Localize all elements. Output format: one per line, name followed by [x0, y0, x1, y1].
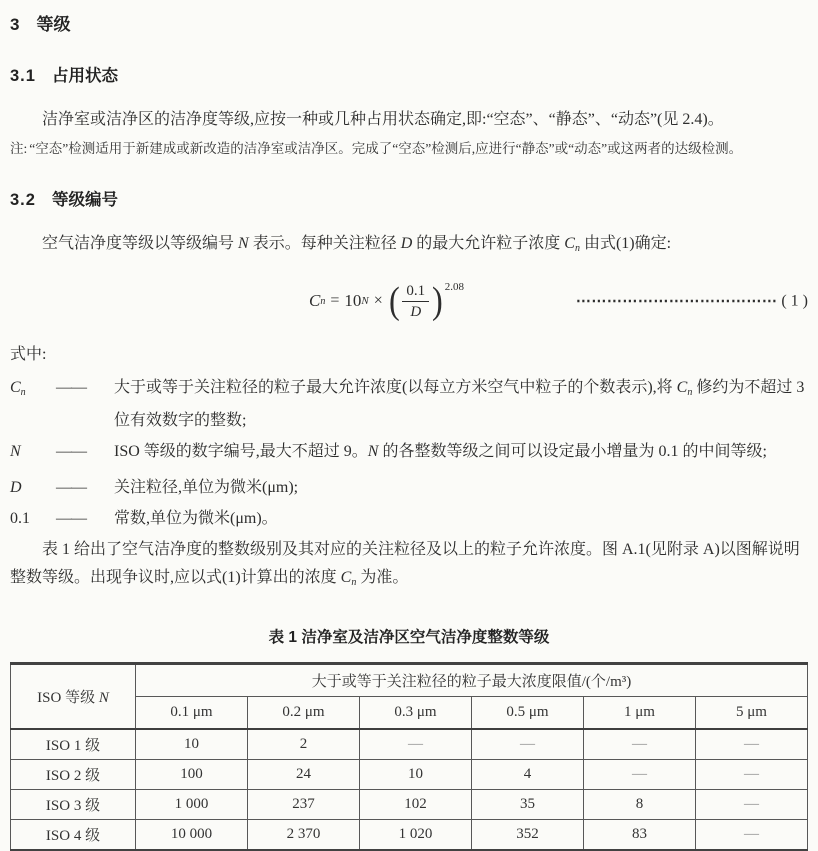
var-D: D: [400, 235, 413, 252]
table-row-iso-1: [11, 729, 808, 760]
value-cell: —: [696, 760, 808, 790]
note-paragraph: [10, 136, 808, 162]
def-Cn-text-a: 大于或等于关注粒径的粒子最大允许浓度(以每立方米空气中粒子的个数表示),将: [114, 379, 677, 396]
note-label: 注:: [10, 141, 28, 156]
class-number-paragraph: [10, 230, 808, 263]
value-cell: 237: [248, 790, 360, 820]
def-body-N: [114, 438, 808, 471]
value-cell: —: [696, 790, 808, 820]
def-body-0-1: [114, 505, 808, 533]
section-3-title: 等级: [36, 15, 71, 34]
value-cell: 2 370: [248, 820, 360, 851]
value-cell: 10: [136, 729, 248, 760]
para3-text-b: 为准。: [356, 569, 409, 586]
var-N: N: [238, 235, 249, 252]
def-N-inline-var: N: [367, 443, 379, 460]
equation-leader: [576, 292, 808, 311]
definition-Cn: [10, 374, 808, 435]
value-cell: 83: [584, 820, 696, 851]
value-cell: 1 000: [136, 790, 248, 820]
equation-1: [10, 275, 808, 327]
equation-number: ( 1 ): [781, 292, 808, 310]
value-cell: —: [696, 820, 808, 851]
size-header-cell: 1 μm: [584, 697, 696, 730]
def-term-D-base: D: [10, 479, 22, 496]
value-cell: —: [696, 729, 808, 760]
equation-1-formula: [308, 279, 509, 322]
def-dash: ——: [56, 443, 86, 460]
section-3-number: 3: [10, 15, 21, 34]
def-N-text-b: 的各整数等级之间可以设定最小增量为 0.1 的中间等级;: [378, 443, 767, 460]
section-3-heading: [10, 10, 808, 35]
def-D-text: 关注粒径,单位为微米(μm);: [114, 479, 299, 496]
definition-D: [10, 474, 808, 502]
para2-text-c: 的最大允许粒子浓度: [412, 235, 565, 252]
value-cell: 100: [136, 760, 248, 790]
table-reference-paragraph: [10, 536, 808, 597]
def-dash: ——: [56, 510, 86, 527]
section-3-1-heading: [10, 62, 808, 86]
eq-base-10: 10: [344, 291, 362, 310]
value-cell: 10 000: [136, 820, 248, 851]
def-term-0-1: [10, 505, 56, 533]
para3-text-a: 表 1 给出了空气洁净度的整数级别及其对应的关注粒径及以上的粒子允许浓度。图 A.1(见附录 A)以图解说明整数等级。出现争议时,应以式(1)计算出的浓度: [10, 541, 800, 586]
def-term-D: [10, 474, 56, 502]
row-label-cell: ISO 1 级: [11, 729, 136, 760]
table-row-iso-4: [11, 820, 808, 851]
definition-N: [10, 438, 808, 471]
eq-lhs-sub-n: n: [320, 295, 326, 307]
section-3-2-heading: [10, 186, 808, 210]
value-cell: —: [584, 760, 696, 790]
def-term-Cn-base: C: [10, 379, 21, 396]
value-cell: —: [360, 729, 472, 760]
value-cell: 1 020: [360, 820, 472, 851]
definition-0-1: [10, 505, 808, 533]
eq-fraction: [402, 282, 429, 321]
table-row-iso-2: [11, 760, 808, 790]
def-term-0-1-base: 0.1: [10, 510, 30, 527]
section-3-1-number: 3.1: [10, 67, 36, 85]
value-cell: —: [472, 729, 584, 760]
eq-times: ×: [373, 292, 383, 309]
eq-frac-denominator: D: [410, 303, 422, 320]
span-header-cell: 大于或等于关注粒径的粒子最大浓度限值/(个/m³): [136, 664, 808, 697]
def-term-Cn-sub: n: [20, 387, 26, 398]
def-term-Cn: [10, 374, 56, 435]
def-body-D: [114, 474, 808, 502]
value-cell: 8: [584, 790, 696, 820]
para2-text-e: 由式(1)确定:: [579, 235, 672, 252]
value-cell: 35: [472, 790, 584, 820]
leader-dots: ⋯⋯⋯⋯⋯⋯⋯⋯⋯⋯⋯⋯⋯: [575, 293, 778, 310]
corner-cell-text: ISO 等级: [37, 690, 99, 706]
eq-lhs-C: C: [308, 291, 321, 310]
section-3-1-title: 占用状态: [51, 67, 118, 85]
para3-var-Cn: C: [340, 569, 352, 586]
size-header-cell: 0.5 μm: [472, 697, 584, 730]
size-header-cell: 5 μm: [696, 697, 808, 730]
eq-exponent: 2.08: [444, 281, 465, 293]
table-iso-cleanliness-classes: [10, 662, 808, 851]
def-body-Cn: [114, 374, 808, 435]
def-Cn-inline-var: C: [676, 379, 688, 396]
table-corner-cell: [11, 664, 136, 730]
table-row-iso-3: [11, 790, 808, 820]
eq-equals: =: [330, 292, 340, 309]
var-Cn-sub: n: [574, 243, 580, 254]
def-N-text-a: ISO 等级的数字编号,最大不超过 9。: [114, 443, 368, 460]
eq-frac-numerator: 0.1: [402, 282, 429, 302]
eq-paren-close: ): [432, 279, 443, 322]
corner-cell-var-N: N: [98, 690, 109, 706]
note-text: “空态”检测适用于新建成或新改造的洁净室或洁净区。完成了“空态”检测后,应进行“静态”或“动态”或这两者的达级检测。: [29, 141, 743, 156]
section-3-2-title: 等级编号: [51, 191, 118, 209]
where-label: 式中:: [10, 346, 47, 363]
value-cell: 352: [472, 820, 584, 851]
row-label-cell: ISO 2 级: [11, 760, 136, 790]
def-term-N-base: N: [10, 443, 21, 460]
value-cell: 4: [472, 760, 584, 790]
def-0-1-text: 常数,单位为微米(μm)。: [114, 510, 278, 527]
occupancy-paragraph: 洁净室或洁净区的洁净度等级,应按一种或几种占用状态确定,即:“空态”、“静态”、“动态”(见 2.4)。: [42, 111, 724, 128]
table-header-row-1: [11, 664, 808, 697]
eq-paren-open: (: [388, 279, 400, 322]
section-3-2-number: 3.2: [10, 191, 36, 209]
para2-text-b: 表示。每种关注粒径: [248, 235, 401, 252]
def-Cn-text-b: 修约为不超过 3 位有效数字的整数;: [114, 379, 805, 429]
var-Cn-base: C: [564, 235, 575, 252]
size-header-cell: 0.2 μm: [248, 697, 360, 730]
row-label-cell: ISO 4 级: [11, 820, 136, 851]
def-dash: ——: [56, 479, 86, 496]
def-term-N: [10, 438, 56, 471]
size-header-cell: 0.3 μm: [360, 697, 472, 730]
value-cell: 102: [360, 790, 472, 820]
row-label-cell: ISO 3 级: [11, 790, 136, 820]
table-1-title: 表 1 洁净室及洁净区空气洁净度整数等级: [268, 629, 550, 646]
value-cell: 2: [248, 729, 360, 760]
size-header-cell: 0.1 μm: [136, 697, 248, 730]
def-Cn-inline-sub: n: [687, 387, 693, 398]
value-cell: 10: [360, 760, 472, 790]
value-cell: 24: [248, 760, 360, 790]
para2-text-a: 空气洁净度等级以等级编号: [42, 235, 239, 252]
def-dash: ——: [56, 379, 86, 396]
eq-power-N: N: [361, 295, 369, 307]
para3-var-Cn-sub: n: [351, 577, 357, 588]
value-cell: —: [584, 729, 696, 760]
